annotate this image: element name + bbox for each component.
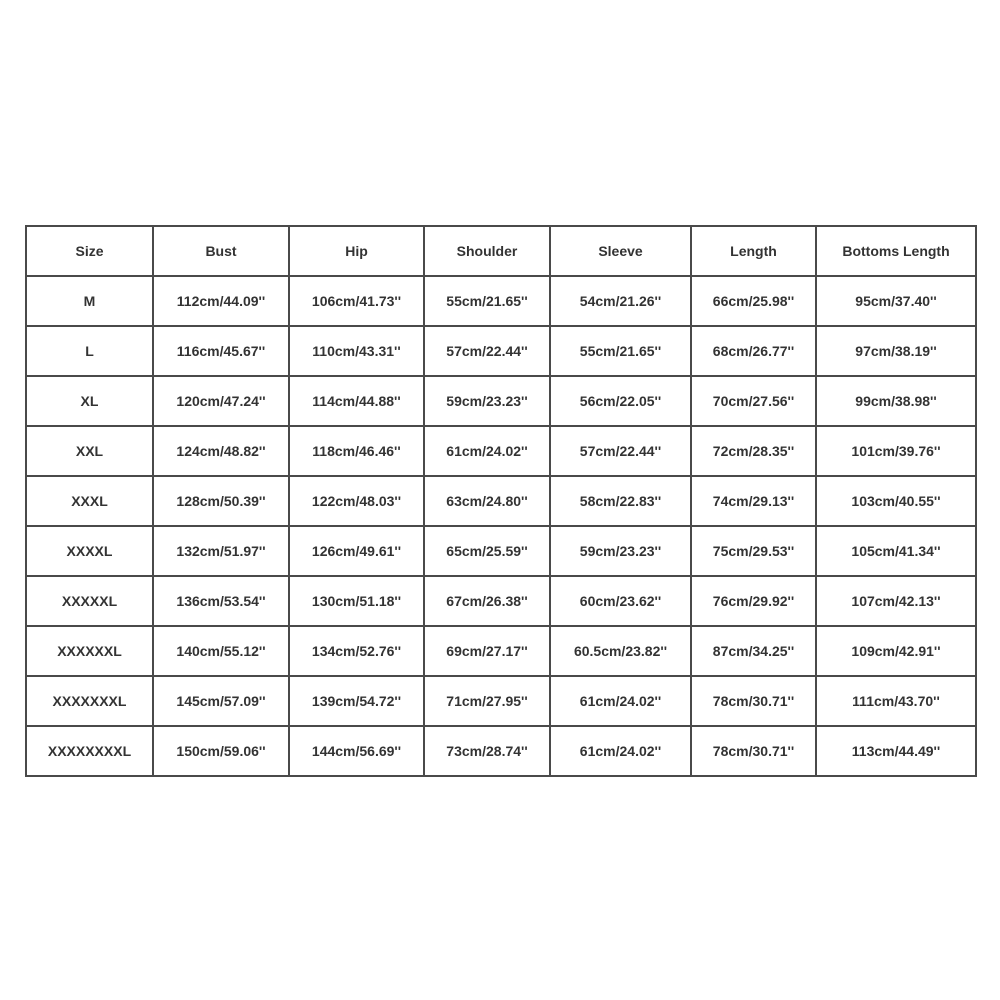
header-length: Length xyxy=(691,226,816,276)
shoulder-cell: 73cm/28.74'' xyxy=(424,726,550,776)
table-row xyxy=(26,276,976,326)
sleeve-cell: 59cm/23.23'' xyxy=(550,526,691,576)
hip-cell: 114cm/44.88'' xyxy=(289,376,424,426)
size-cell: XXL xyxy=(26,426,153,476)
table-row xyxy=(26,476,976,526)
size-cell: XXXL xyxy=(26,476,153,526)
size-cell: XXXXXXL xyxy=(26,626,153,676)
bust-cell: 136cm/53.54'' xyxy=(153,576,289,626)
length-cell: 78cm/30.71'' xyxy=(691,726,816,776)
hip-cell: 118cm/46.46'' xyxy=(289,426,424,476)
hip-cell: 139cm/54.72'' xyxy=(289,676,424,726)
hip-cell: 134cm/52.76'' xyxy=(289,626,424,676)
header-shoulder: Shoulder xyxy=(424,226,550,276)
header-sleeve: Sleeve xyxy=(550,226,691,276)
shoulder-cell: 57cm/22.44'' xyxy=(424,326,550,376)
size-cell: XL xyxy=(26,376,153,426)
header-size: Size xyxy=(26,226,153,276)
hip-cell: 130cm/51.18'' xyxy=(289,576,424,626)
shoulder-cell: 71cm/27.95'' xyxy=(424,676,550,726)
hip-cell: 110cm/43.31'' xyxy=(289,326,424,376)
bottoms-length-cell: 103cm/40.55'' xyxy=(816,476,976,526)
sleeve-cell: 58cm/22.83'' xyxy=(550,476,691,526)
shoulder-cell: 69cm/27.17'' xyxy=(424,626,550,676)
bust-cell: 124cm/48.82'' xyxy=(153,426,289,476)
header-row xyxy=(26,226,976,276)
table-row xyxy=(26,526,976,576)
header-hip: Hip xyxy=(289,226,424,276)
hip-cell: 122cm/48.03'' xyxy=(289,476,424,526)
table-row xyxy=(26,576,976,626)
bust-cell: 128cm/50.39'' xyxy=(153,476,289,526)
bust-cell: 112cm/44.09'' xyxy=(153,276,289,326)
length-cell: 76cm/29.92'' xyxy=(691,576,816,626)
bottoms-length-cell: 113cm/44.49'' xyxy=(816,726,976,776)
sleeve-cell: 60cm/23.62'' xyxy=(550,576,691,626)
table-row xyxy=(26,376,976,426)
bust-cell: 132cm/51.97'' xyxy=(153,526,289,576)
header-bottoms-length: Bottoms Length xyxy=(816,226,976,276)
bottoms-length-cell: 109cm/42.91'' xyxy=(816,626,976,676)
bottoms-length-cell: 111cm/43.70'' xyxy=(816,676,976,726)
bottoms-length-cell: 95cm/37.40'' xyxy=(816,276,976,326)
shoulder-cell: 61cm/24.02'' xyxy=(424,426,550,476)
bust-cell: 120cm/47.24'' xyxy=(153,376,289,426)
hip-cell: 106cm/41.73'' xyxy=(289,276,424,326)
size-cell: XXXXL xyxy=(26,526,153,576)
shoulder-cell: 65cm/25.59'' xyxy=(424,526,550,576)
table-row xyxy=(26,426,976,476)
shoulder-cell: 59cm/23.23'' xyxy=(424,376,550,426)
shoulder-cell: 55cm/21.65'' xyxy=(424,276,550,326)
shoulder-cell: 63cm/24.80'' xyxy=(424,476,550,526)
hip-cell: 144cm/56.69'' xyxy=(289,726,424,776)
length-cell: 78cm/30.71'' xyxy=(691,676,816,726)
length-cell: 87cm/34.25'' xyxy=(691,626,816,676)
size-cell: XXXXXL xyxy=(26,576,153,626)
size-cell: M xyxy=(26,276,153,326)
length-cell: 68cm/26.77'' xyxy=(691,326,816,376)
sleeve-cell: 54cm/21.26'' xyxy=(550,276,691,326)
table-row xyxy=(26,326,976,376)
length-cell: 72cm/28.35'' xyxy=(691,426,816,476)
bottoms-length-cell: 97cm/38.19'' xyxy=(816,326,976,376)
sleeve-cell: 55cm/21.65'' xyxy=(550,326,691,376)
bust-cell: 150cm/59.06'' xyxy=(153,726,289,776)
shoulder-cell: 67cm/26.38'' xyxy=(424,576,550,626)
bust-cell: 140cm/55.12'' xyxy=(153,626,289,676)
sleeve-cell: 57cm/22.44'' xyxy=(550,426,691,476)
length-cell: 75cm/29.53'' xyxy=(691,526,816,576)
bottoms-length-cell: 99cm/38.98'' xyxy=(816,376,976,426)
sleeve-cell: 60.5cm/23.82'' xyxy=(550,626,691,676)
bottoms-length-cell: 105cm/41.34'' xyxy=(816,526,976,576)
length-cell: 74cm/29.13'' xyxy=(691,476,816,526)
bust-cell: 116cm/45.67'' xyxy=(153,326,289,376)
bottoms-length-cell: 107cm/42.13'' xyxy=(816,576,976,626)
size-cell: L xyxy=(26,326,153,376)
sleeve-cell: 61cm/24.02'' xyxy=(550,676,691,726)
table-row xyxy=(26,726,976,776)
size-chart-table xyxy=(25,225,977,777)
header-bust: Bust xyxy=(153,226,289,276)
sleeve-cell: 56cm/22.05'' xyxy=(550,376,691,426)
length-cell: 70cm/27.56'' xyxy=(691,376,816,426)
length-cell: 66cm/25.98'' xyxy=(691,276,816,326)
bottoms-length-cell: 101cm/39.76'' xyxy=(816,426,976,476)
sleeve-cell: 61cm/24.02'' xyxy=(550,726,691,776)
table-row xyxy=(26,676,976,726)
size-cell: XXXXXXXXL xyxy=(26,726,153,776)
bust-cell: 145cm/57.09'' xyxy=(153,676,289,726)
table-row xyxy=(26,626,976,676)
size-cell: XXXXXXXL xyxy=(26,676,153,726)
hip-cell: 126cm/49.61'' xyxy=(289,526,424,576)
